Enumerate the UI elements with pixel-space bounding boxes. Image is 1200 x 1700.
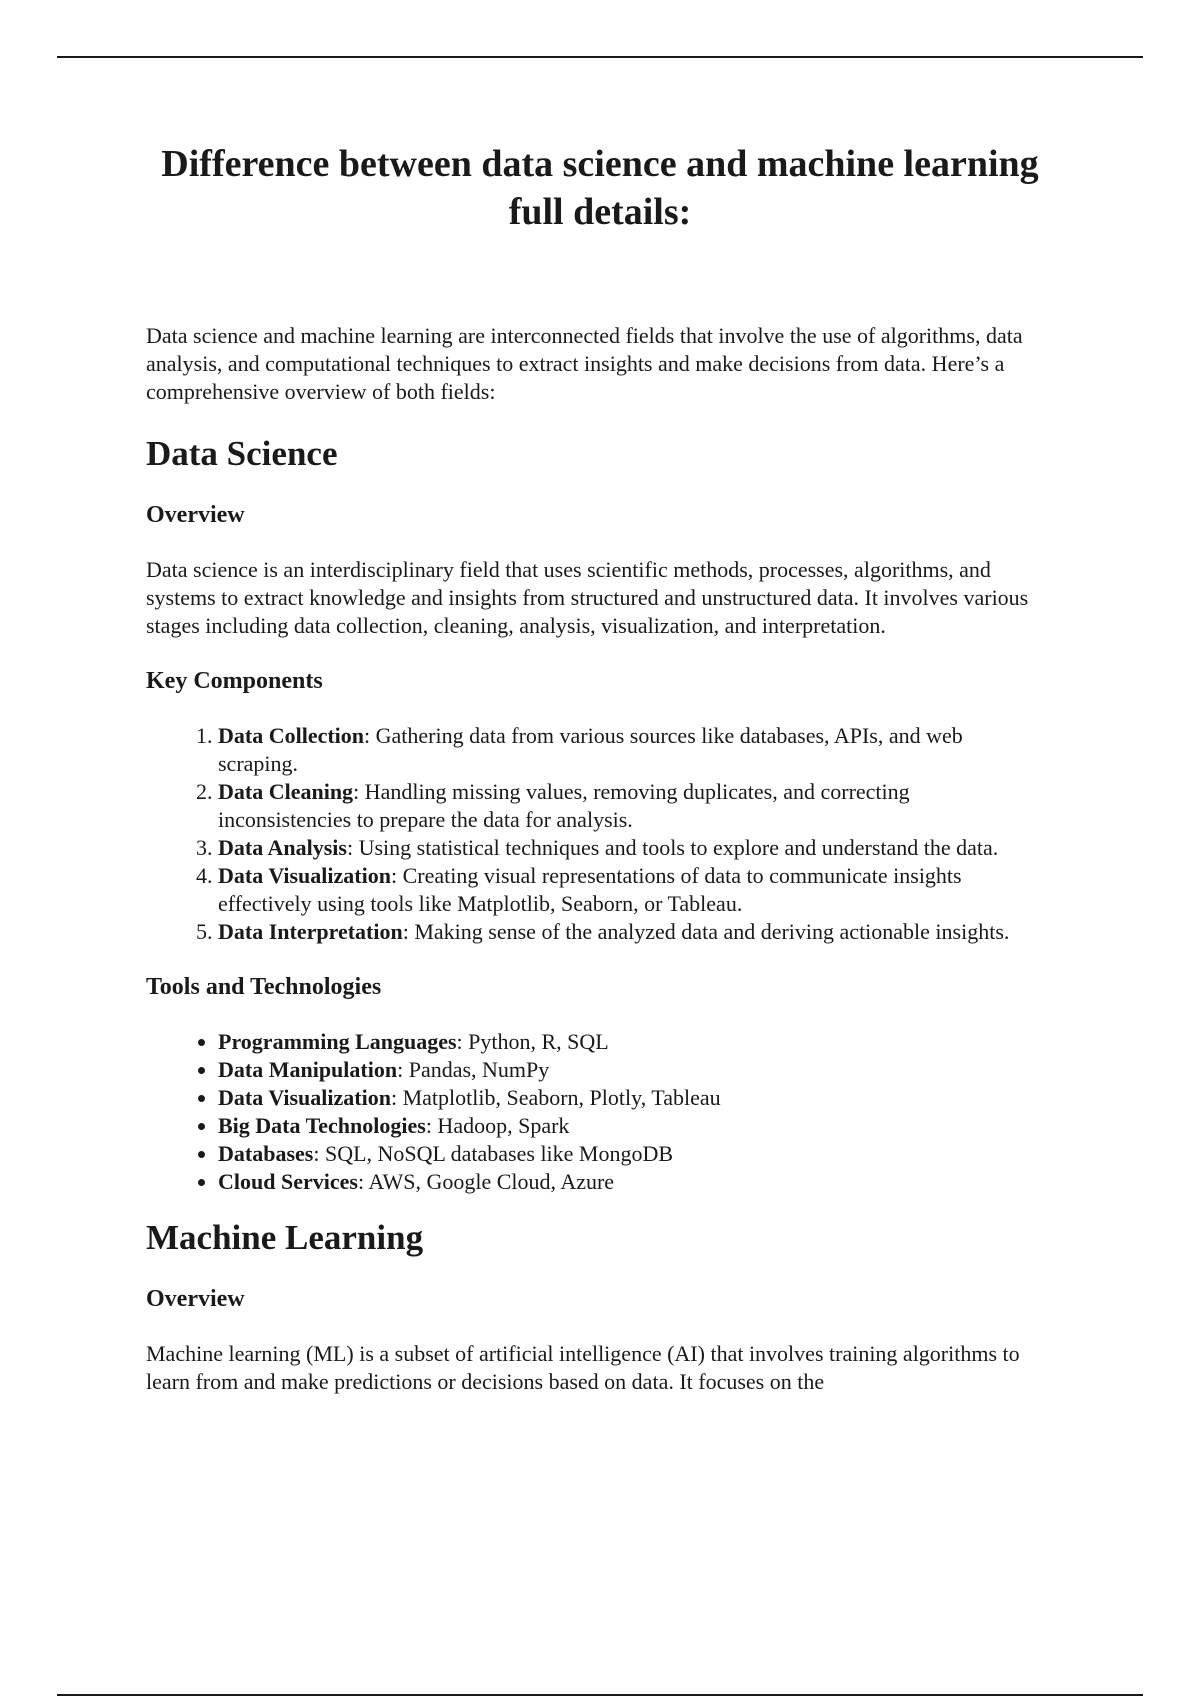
tool-text: : SQL, NoSQL databases like MongoDB xyxy=(313,1141,674,1166)
top-rule xyxy=(57,56,1143,58)
document-body xyxy=(146,322,1046,1422)
list-item xyxy=(218,862,1046,918)
bottom-rule xyxy=(57,1694,1143,1696)
machine-learning-overview-text: Machine learning (ML) is a subset of artificial intelligence (AI) that involves training algorithms to learn from and make predictions or decisions based on data. It focuses on the xyxy=(146,1341,1020,1394)
list-item xyxy=(218,1056,1046,1084)
data-science-overview-text: Data science is an interdisciplinary field that uses scientific methods, processes, algorithms, and systems to extract knowledge and insights from structured and unstructured data. It involves various stages including data collection, cleaning, analysis, visualization, and interpretation. xyxy=(146,557,1029,638)
tools-heading: Tools and Technologies xyxy=(146,974,382,1000)
list-item xyxy=(218,1140,1046,1168)
list-item xyxy=(218,918,1046,946)
document-title: Difference between data science and machine learning full details: xyxy=(161,143,1039,233)
tool-label: Data Visualization xyxy=(218,1085,391,1110)
list-item xyxy=(218,1028,1046,1056)
list-item xyxy=(218,1112,1046,1140)
tool-label: Programming Languages xyxy=(218,1029,457,1054)
tool-text: : Python, R, SQL xyxy=(456,1029,609,1054)
tools-list xyxy=(146,1028,1046,1196)
component-label: Data Cleaning xyxy=(218,779,354,804)
component-label: Data Interpretation xyxy=(218,919,403,944)
tool-label: Cloud Services xyxy=(218,1169,358,1194)
component-text: : Gathering data from various sources like databases, APIs, and web scraping. xyxy=(218,723,963,776)
tool-text: : AWS, Google Cloud, Azure xyxy=(357,1169,615,1194)
list-item xyxy=(218,1084,1046,1112)
data-science-heading: Data Science xyxy=(146,434,338,473)
component-label: Data Collection xyxy=(218,723,365,748)
component-text: : Using statistical techniques and tools to explore and understand the data. xyxy=(346,835,999,860)
tool-label: Data Manipulation xyxy=(218,1057,398,1082)
list-item xyxy=(218,1168,1046,1196)
intro-paragraph: Data science and machine learning are interconnected fields that involve the use of algorithms, data analysis, and computational techniques to extract insights and make decisions from data. Here’s a comprehensive overview of both fields: xyxy=(146,323,1023,404)
component-label: Data Analysis xyxy=(218,835,347,860)
tool-text: : Pandas, NumPy xyxy=(397,1057,550,1082)
tool-text: : Hadoop, Spark xyxy=(425,1113,570,1138)
component-text: : Handling missing values, removing duplicates, and correcting inconsistencies to prepare the data for analysis. xyxy=(218,779,910,832)
list-item xyxy=(218,834,1046,862)
component-text: : Creating visual representations of data to communicate insights effectively using tools like Matplotlib, Seaborn, or Tableau. xyxy=(218,863,962,916)
component-text: : Making sense of the analyzed data and deriving actionable insights. xyxy=(402,919,1010,944)
tool-label: Big Data Technologies xyxy=(218,1113,426,1138)
tool-label: Databases xyxy=(218,1141,314,1166)
key-components-heading: Key Components xyxy=(146,668,323,694)
list-item xyxy=(218,722,1046,778)
list-item xyxy=(218,778,1046,834)
component-label: Data Visualization xyxy=(218,863,391,888)
machine-learning-heading: Machine Learning xyxy=(146,1218,424,1257)
key-components-list xyxy=(146,722,1046,946)
tool-text: : Matplotlib, Seaborn, Plotly, Tableau xyxy=(390,1085,721,1110)
machine-learning-overview-heading: Overview xyxy=(146,1286,245,1312)
data-science-overview-heading: Overview xyxy=(146,502,245,528)
